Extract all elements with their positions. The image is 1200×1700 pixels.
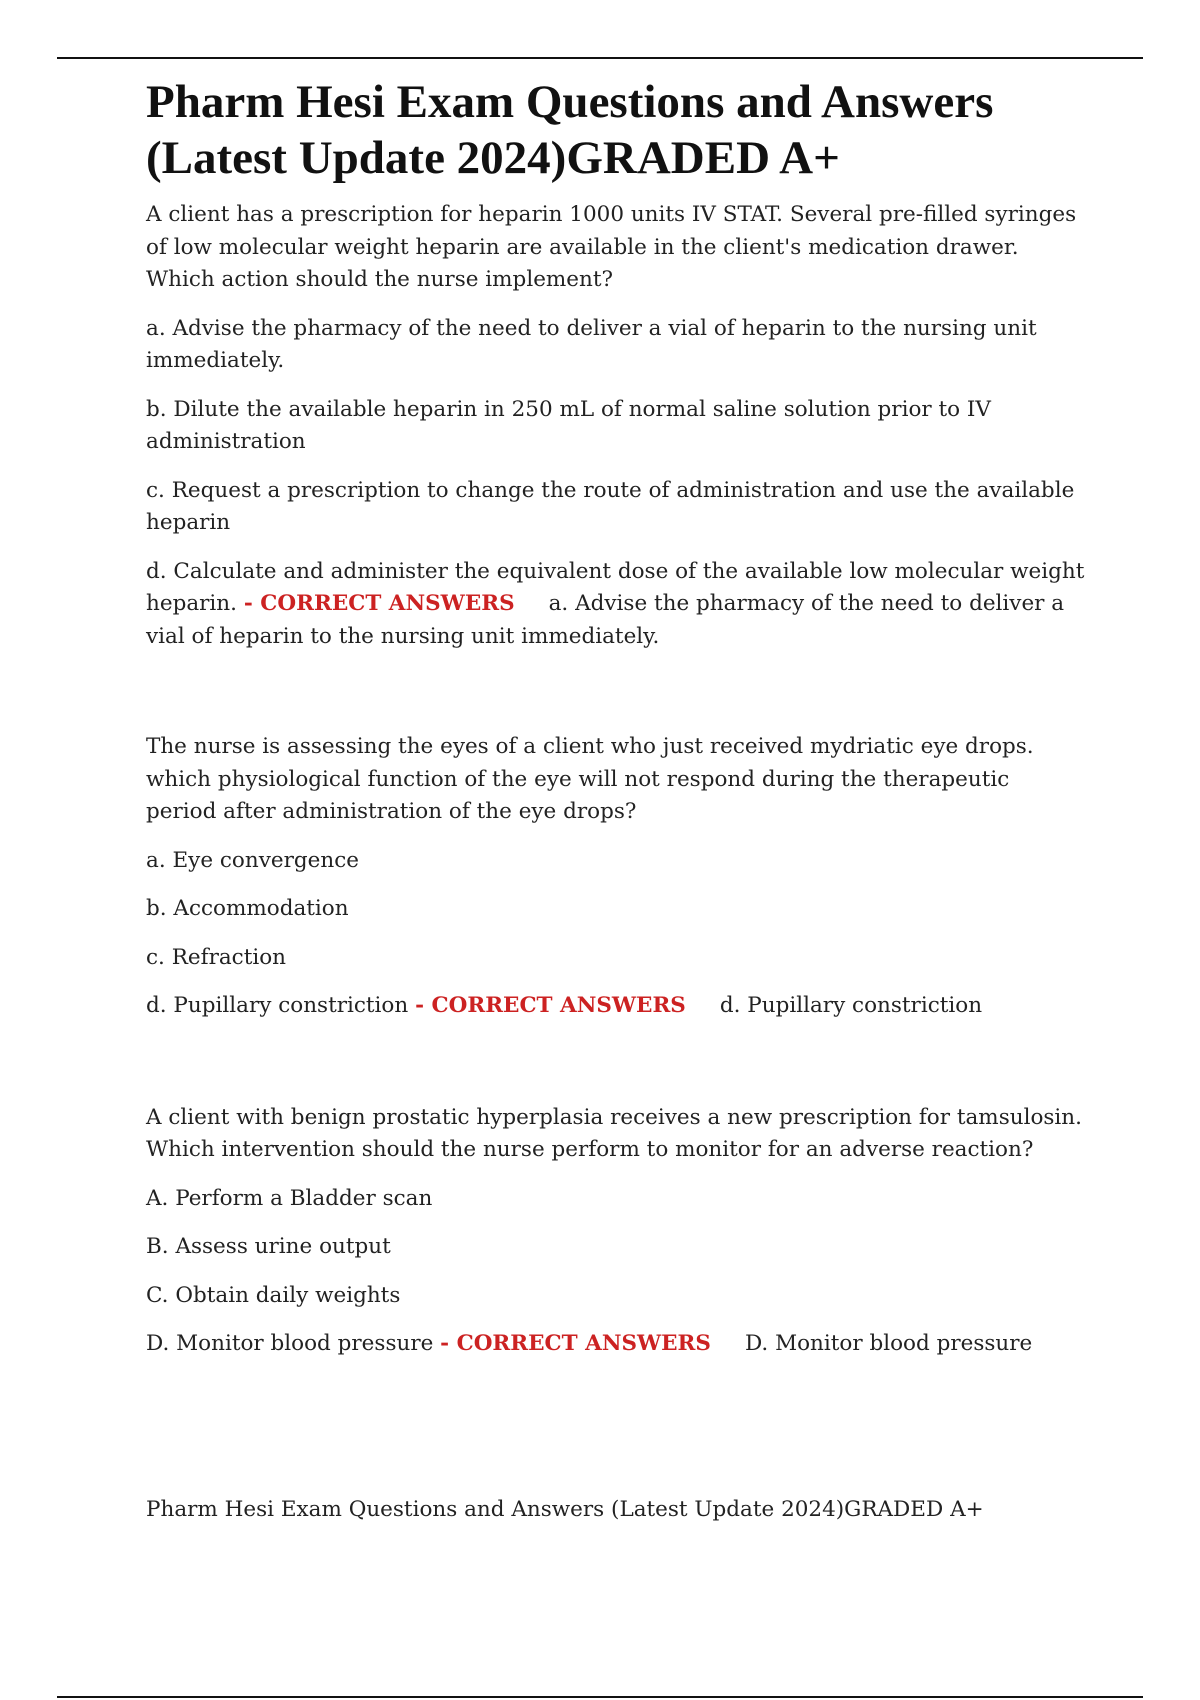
correct-answers-marker: - CORRECT ANSWERS (440, 1331, 711, 1356)
answer-option: c. Refraction (146, 944, 287, 970)
question-block (146, 199, 1086, 653)
answer-option: A. Perform a Bladder scan (146, 1185, 433, 1211)
answer-option: c. Request a prescription to change the route of administration and use the available heparin (146, 477, 1075, 535)
answer-option: D. Monitor blood pressure (146, 1331, 434, 1356)
question-prompt: The nurse is assessing the eyes of a client who just received mydriatic eye drops. which physiological function of the eye will not respond during the therapeutic period after administration of the eye drops? (146, 734, 1034, 824)
answer-option: a. Eye convergence (146, 847, 359, 873)
answer-option: b. Dilute the available heparin in 250 mL of normal saline solution prior to IV administration (146, 396, 991, 454)
page-footer: Pharm Hesi Exam Questions and Answers (Latest Update 2024)GRADED A+ (146, 1497, 984, 1522)
bottom-rule (57, 1696, 1143, 1698)
answer-option-with-key (146, 1328, 1086, 1361)
question-block (146, 1102, 1086, 1361)
top-rule (57, 57, 1143, 59)
correct-answer-text: D. Monitor blood pressure (744, 1331, 1033, 1356)
answer-option: a. Advise the pharmacy of the need to deliver a vial of heparin to the nursing unit immediately. (146, 315, 1037, 373)
correct-answers-marker: - CORRECT ANSWERS (415, 993, 686, 1018)
answer-option: b. Accommodation (146, 896, 349, 921)
answer-option: B. Assess urine output (146, 1234, 391, 1259)
question-prompt: A client has a prescription for heparin 1000 units IV STAT. Several pre-filled syringes of low molecular weight heparin are available in the client's medication drawer. Which action should the nurse implement? (146, 202, 1077, 292)
correct-answers-marker: - CORRECT ANSWERS (243, 591, 515, 616)
answer-option: d. Calculate and administer the equivalent dose of the available low molecular weight heparin. (146, 558, 1085, 616)
correct-answer-text: a. Advise the pharmacy of the need to deliver a vial of heparin to the nursing unit immediately. (146, 591, 1065, 649)
document-body (146, 74, 1086, 1377)
question-prompt: A client with benign prostatic hyperplasia receives a new prescription for tamsulosin. Which intervention should the nurse perform to monitor for an adverse reaction? (146, 1104, 1082, 1162)
correct-answer-text: d. Pupillary constriction (719, 993, 983, 1018)
document-title: Pharm Hesi Exam Questions and Answers (Latest Update 2024)GRADED A+ (146, 76, 994, 184)
answer-option: C. Obtain daily weights (146, 1282, 401, 1308)
answer-option-with-key (146, 990, 1086, 1023)
answer-option-with-key (146, 556, 1086, 654)
answer-option: d. Pupillary constriction (146, 993, 409, 1018)
question-block (146, 731, 1086, 1023)
